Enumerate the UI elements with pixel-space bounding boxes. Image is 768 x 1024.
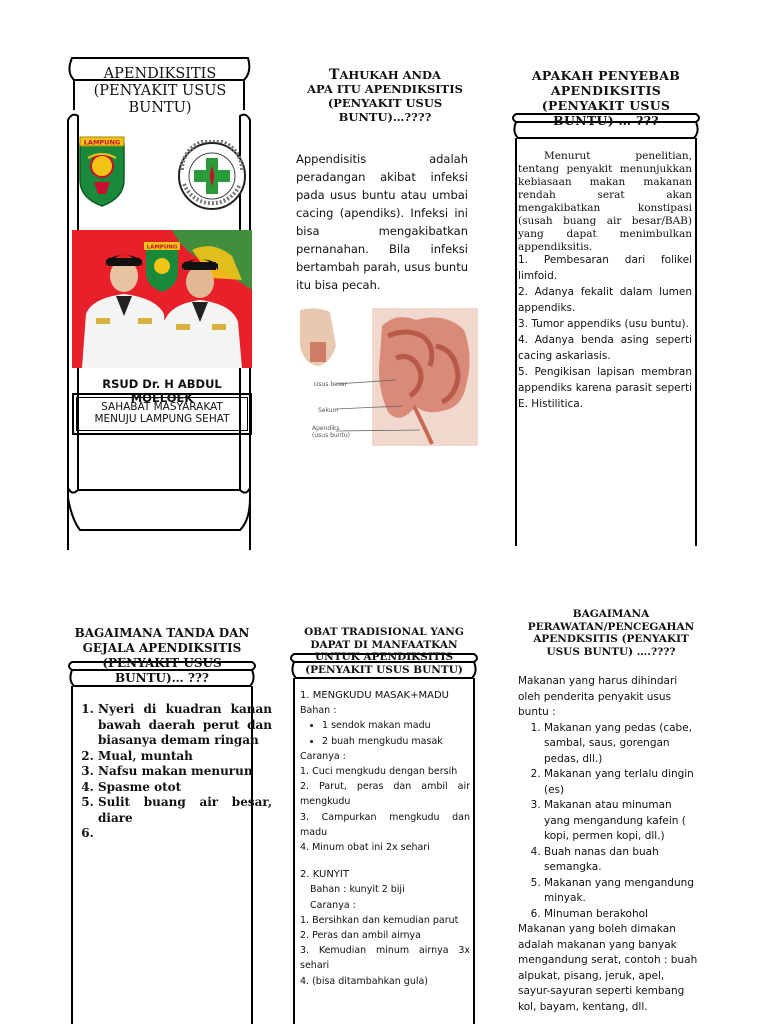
causes-intro: Menurut penelitian, tentang penyakit menunjukkan kebiasaan makan makanan rendah serat akan mengakibatkan konstipasi (susah buang air besar/BAB) yang dapat menimbulkan appendiksitis. xyxy=(518,150,692,253)
remedy2-cara-label: Caranya : xyxy=(310,899,356,911)
symptoms-list xyxy=(80,702,272,842)
remedy1-bahan-label: Bahan : xyxy=(300,705,337,717)
symptom-item: 4. Spasme otot xyxy=(98,780,272,796)
cause-item: 2. Adanya fekalit dalam lumen appendiks. xyxy=(518,286,692,314)
symptom-item xyxy=(98,826,272,842)
avoid-list xyxy=(518,721,698,923)
avoid-item: 2. Makanan yang terlalu dingin (es) xyxy=(544,767,698,798)
avoid-item: 5. Makanan yang mengandung minyak. xyxy=(544,876,698,907)
hospital-logo xyxy=(176,140,248,212)
remedy1-step: 2. Parut, peras dan ambil air mengkudu xyxy=(300,781,470,808)
ingredient-item: • 2 buah mengkudu masak xyxy=(322,734,470,749)
avoid-item: 1. Makanan yang pedas (cabe, sambal, saus, gorengan pedas, dll.) xyxy=(544,721,698,768)
remedy1-step: 3. Campurkan mengkudu dan madu xyxy=(300,811,470,838)
symptom-item: 2. Mual, muntah xyxy=(98,749,272,765)
symptom-item: 5. Sulit buang air besar, diare xyxy=(98,795,272,826)
remedy2-step: 3. Kemudian minum airnya 3x sehari xyxy=(300,945,470,972)
hospital-name: RSUD Dr. H ABDUL MOELOEK xyxy=(102,377,222,405)
cover-title: APENDIKSITIS (PENYAKIT USUS BUNTU) xyxy=(93,66,227,116)
remedy2-bahan: Bahan : kunyit 2 biji xyxy=(310,884,405,896)
remedy2-title: 2. KUNYIT xyxy=(300,869,349,881)
remedy1-cara-label: Caranya : xyxy=(300,750,346,762)
heading-line4: BUNTU)…???? xyxy=(338,110,432,124)
ingredient-item: • 1 sendok makan madu xyxy=(322,718,470,733)
remedy2-step: 4. (bisa ditambahkan gula) xyxy=(300,975,429,987)
heading-line3: (PENYAKIT USUS xyxy=(327,96,443,110)
cause-item: 3. Tumor appendiks (usu buntu). xyxy=(518,318,689,330)
heading-line1: AHUKAH ANDA xyxy=(339,68,441,82)
remedy1-step: 1. Cuci mengkudu dengan bersih xyxy=(300,766,458,778)
cause-item: 5. Pengikisan lapisan membran appendiks karena parasit seperti E. Histilitica. xyxy=(518,366,692,410)
lampung-province-logo xyxy=(78,136,126,208)
symptom-item: 1. Nyeri di kuadran kanan bawah daerah perut dan biasanya demam ringan xyxy=(98,702,272,749)
remedy2-step: 2. Peras dan ambil airnya xyxy=(300,930,421,942)
causes-list xyxy=(518,252,692,412)
prevention-heading: BAGAIMANA PERAWATAN/PENCEGAHAN APENDKSITIS (PENYAKIT USUS BUNTU) ….???? xyxy=(527,608,695,658)
photo-banner-text: LAMPUNG xyxy=(146,244,178,251)
remedy1-step: 4. Minum obat ini 2x sehari xyxy=(300,842,430,854)
label-usus-besar: Usus besar xyxy=(314,381,348,388)
causes-heading: APAKAH PENYEBAB APENDIKSITIS (PENYAKIT USUS BUNTU) … ??? xyxy=(531,68,681,128)
slogan-text: SAHABAT MASYARAKAT MENUJU LAMPUNG SEHAT xyxy=(94,401,230,425)
officials-photo xyxy=(72,230,252,368)
label-sekum: Sekum xyxy=(318,407,339,414)
label-apendiks-sub: (usus buntu) xyxy=(312,432,351,439)
slogan-box xyxy=(72,393,252,435)
what-is-heading xyxy=(300,68,470,124)
avoid-intro: Makanan yang harus dihindari oleh penderita penyakit usus buntu : xyxy=(518,675,678,718)
avoid-item: 6. Minuman berakohol xyxy=(544,907,698,923)
remedies-body xyxy=(300,688,470,989)
symptoms-heading: BAGAIMANA TANDA DAN GEJALA APENDIKSITIS (PENYAKIT USUS BUNTU)… ??? xyxy=(74,626,250,685)
label-apendiks: Apendiks xyxy=(312,425,340,432)
remedies-heading: OBAT TRADISIONAL YANG DAPAT DI MANFAATKAN UNTUK APENDIKSITIS (PENYAKIT USUS BUNTU) xyxy=(304,626,464,676)
symptom-item: 3. Nafsu makan menurun xyxy=(98,764,272,780)
cause-item: 1. Pembesaran dari folikel limfoid. xyxy=(518,254,692,282)
logo-left-text: LAMPUNG xyxy=(83,138,121,147)
remedy1-title: 1. MENGKUDU MASAK+MADU xyxy=(300,690,449,701)
heading-dropcap: T xyxy=(329,67,340,83)
heading-line2: APA ITU APENDIKSITIS xyxy=(307,82,463,96)
allowed-foods-text: Makanan yang boleh dimakan adalah makanan yang banyak mengandung serat, contoh : buah alpukat, pisang, jeruk, apel, sayur-sayuran seperti kembang kol, bayam, kentang, dll. xyxy=(518,923,698,1013)
appendix-anatomy-figure xyxy=(296,306,480,450)
remedy2-step: 1. Bersihkan dan kemudian parut xyxy=(300,914,459,926)
avoid-item: 4. Buah nanas dan buah semangka. xyxy=(544,845,698,876)
remedy1-ingredients xyxy=(300,718,470,748)
cause-item: 4. Adanya benda asing seperti cacing askariasis. xyxy=(518,334,692,362)
prevention-body xyxy=(518,674,698,1015)
avoid-item: 3. Makanan atau minuman yang mengandung kafein ( kopi, permen kopi, dll.) xyxy=(544,798,698,845)
what-is-body: Appendisitis adalah peradangan akibat infeksi pada usus buntu atau umbai cacing (apendiks). Infeksi ini bisa mengakibatkan pernanahan. Bila infeksi bertambah parah, usus buntu itu bisa pecah. xyxy=(296,152,468,292)
